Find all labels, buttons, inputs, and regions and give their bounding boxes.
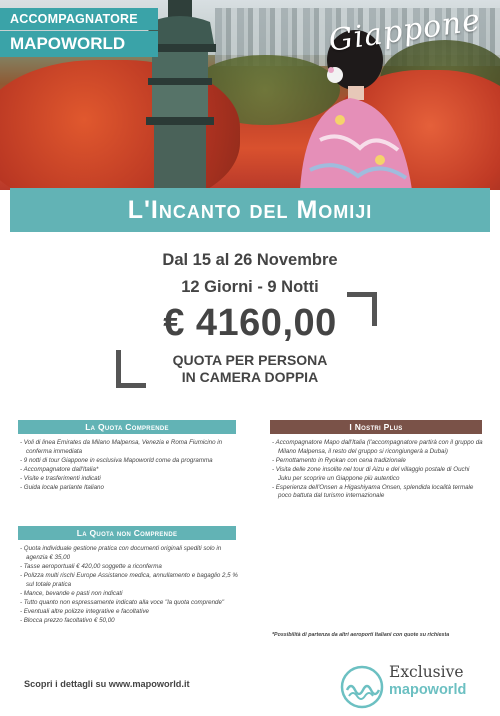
title-band bbox=[10, 188, 490, 232]
list-item: - Blocca prezzo facoltativo € 50,00 bbox=[20, 617, 240, 626]
list-item: - Tutto quanto non espressamente indicato alla voce "la quota comprende" bbox=[20, 599, 240, 608]
badge-line2: MAPOWORLD bbox=[0, 31, 158, 57]
list-item: - Tasse aeroportuali € 420,00 soggette a riconferma bbox=[20, 563, 240, 572]
list-item: - Visita delle zone insolite nel tour di Aizu e del villaggio postale di Ouchi Juku per scoprire un Giappone più autentico bbox=[272, 466, 484, 483]
logo-wave-icon bbox=[339, 664, 385, 710]
badge-line1: ACCOMPAGNATORE bbox=[0, 8, 158, 30]
list-item: - Mance, bevande e pasti non indicati bbox=[20, 590, 240, 599]
logo-line1: Exclusive bbox=[389, 663, 464, 681]
list-item: - Accompagnatore Mapo dall'Italia (l'accompagnatore partirà con il gruppo da Milano Malpensa, il resto del gruppo si ricongiungerà a Dubai) bbox=[272, 439, 484, 456]
list-item: - 9 notti di tour Giappone in esclusiva Mapoworld come da programma bbox=[20, 457, 240, 466]
price-note-line1: QUOTA PER PERSONA bbox=[172, 352, 328, 368]
plus-list bbox=[272, 439, 484, 502]
logo-line2: mapoworld bbox=[389, 682, 467, 698]
list-item: - Voli di linea Emirates da Milano Malpensa, Venezia e Roma Fiumicino in conferma immediata bbox=[20, 439, 240, 456]
travel-dates: Dal 15 al 26 Novembre bbox=[162, 251, 338, 269]
price-note-line2: IN CAMERA DOPPIA bbox=[181, 369, 319, 385]
list-item: - Quota individuale gestione pratica con documenti originali spediti solo in agenzia € 35,00 bbox=[20, 545, 240, 562]
departure-note: *Possibilità di partenza da altri aeroporti Italiani con quote su richiesta bbox=[272, 632, 450, 638]
destination-script-title: Giappone bbox=[326, 2, 484, 59]
tour-leader-badge bbox=[0, 8, 158, 57]
list-item: - Visite e trasferimenti indicati bbox=[20, 475, 240, 484]
plus-heading: I Nostri Plus bbox=[270, 420, 482, 434]
list-item: - Eventuali altre polizze integrative e facoltative bbox=[20, 608, 240, 617]
list-item: - Polizza multi rischi Europe Assistance medica, annullamento e bagaglio 2,5 % sul totale pratica bbox=[20, 572, 240, 589]
excluded-heading: La Quota non Comprende bbox=[18, 526, 236, 540]
list-item: - Guida locale parlante Italiano bbox=[20, 484, 240, 493]
exclusive-mapoworld-logo bbox=[339, 660, 489, 710]
page-title: L'Incanto del Momiji bbox=[127, 196, 373, 224]
price: € 4160,00 bbox=[163, 302, 337, 344]
hero-image bbox=[0, 0, 500, 190]
tour-duration: 12 Giorni - 9 Notti bbox=[181, 278, 319, 296]
included-heading: La Quota Comprende bbox=[18, 420, 236, 434]
list-item: - Pernottamento in Ryokan con cena tradizionale bbox=[272, 457, 484, 466]
list-item: - Accompagnatore dall'Italia* bbox=[20, 466, 240, 475]
excluded-list bbox=[20, 545, 240, 627]
list-item: - Esperienza dell'Onsen a Higashiyama Onsen, splendida località termale poco battuta dal turismo internazionale bbox=[272, 484, 484, 501]
included-list bbox=[20, 439, 240, 494]
website-link[interactable]: Scopri i dettagli su www.mapoworld.it bbox=[24, 679, 190, 689]
